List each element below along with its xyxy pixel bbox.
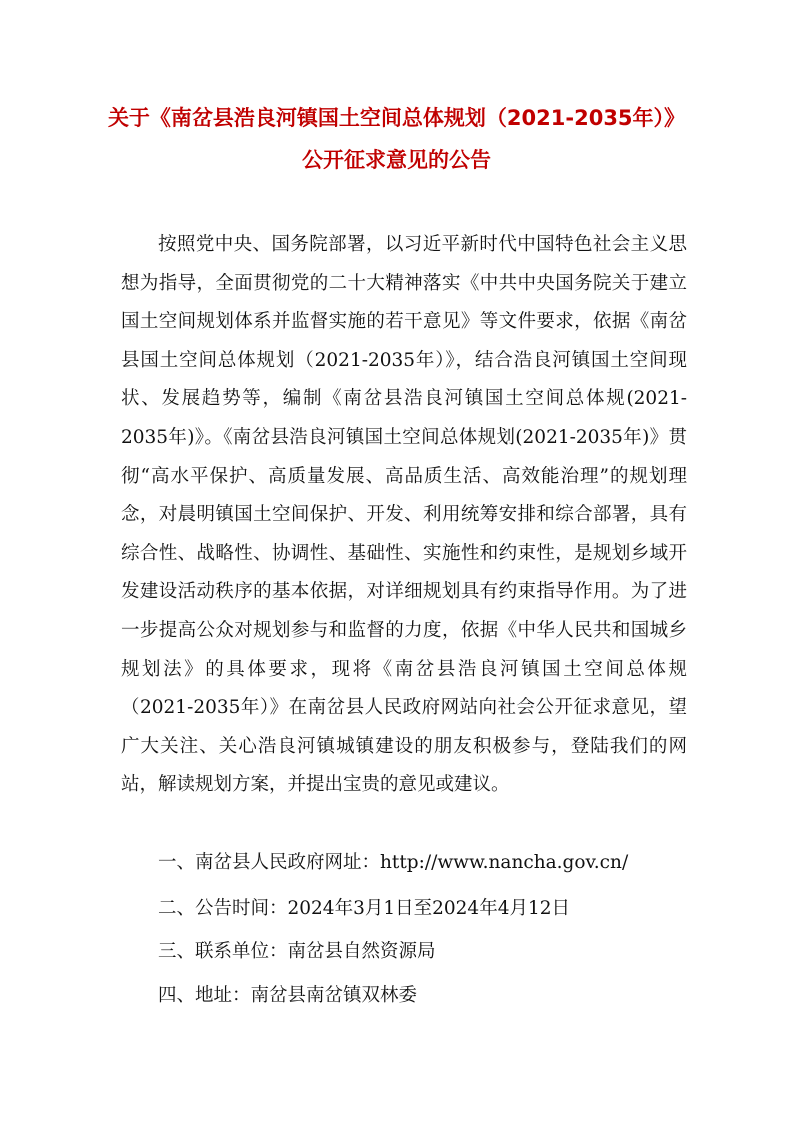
document-title-line-2: 公开征求意见的公告 xyxy=(302,148,491,172)
info-item-contact-unit: 三、联系单位：南岔县自然资源局 xyxy=(158,941,436,962)
info-item-announcement-period: 二、公告时间：2024年3月1日至2024年4月12日 xyxy=(158,898,571,919)
info-item-website: 一、南岔县人民政府网址：http://www.nancha.gov.cn/ xyxy=(158,852,629,873)
document-title-line-1: 关于《南岔县浩良河镇国土空间总体规划（2021-2035年）》 xyxy=(107,106,686,130)
info-item-address: 四、地址：南岔县南岔镇双林委 xyxy=(158,985,418,1006)
announcement-body-paragraph: 按照党中央、国务院部署，以习近平新时代中国特色社会主义思想为指导，全面贯彻党的二十大精神落实《中共中央国务院关于建立国土空间规划体系并监督实施的若干意见》等文件要求，依据《南岔县国土空间总体规划（2021-2035年）》，结合浩良河镇国土空间现状、发展趋势等，编制《南岔县浩良河镇国土空间总体规(2021-2035年)》。《南岔县浩良河镇国土空间总体规划(2021-2035年)》贯彻“高水平保护、高质量发展、高品质生活、高效能治理”的规划理念，对晨明镇国土空间保护、开发、利用统筹安排和综合部署，具有综合性、战略性、协调性、基础性、实施性和约束性，是规划乡域开发建设活动秩序的基本依据，对详细规划具有约束指导作用。为了进一步提高公众对规划参与和监督的力度，依据《中华人民共和国城乡规划法》的具体要求，现将《南岔县浩良河镇国土空间总体规（2021-2035年）》在南岔县人民政府网站向社会公开征求意见，望广大关注、关心浩良河镇城镇建设的朋友积极参与，登陆我们的网站，解读规划方案，并提出宝贵的意见或建议。 xyxy=(121,234,687,796)
